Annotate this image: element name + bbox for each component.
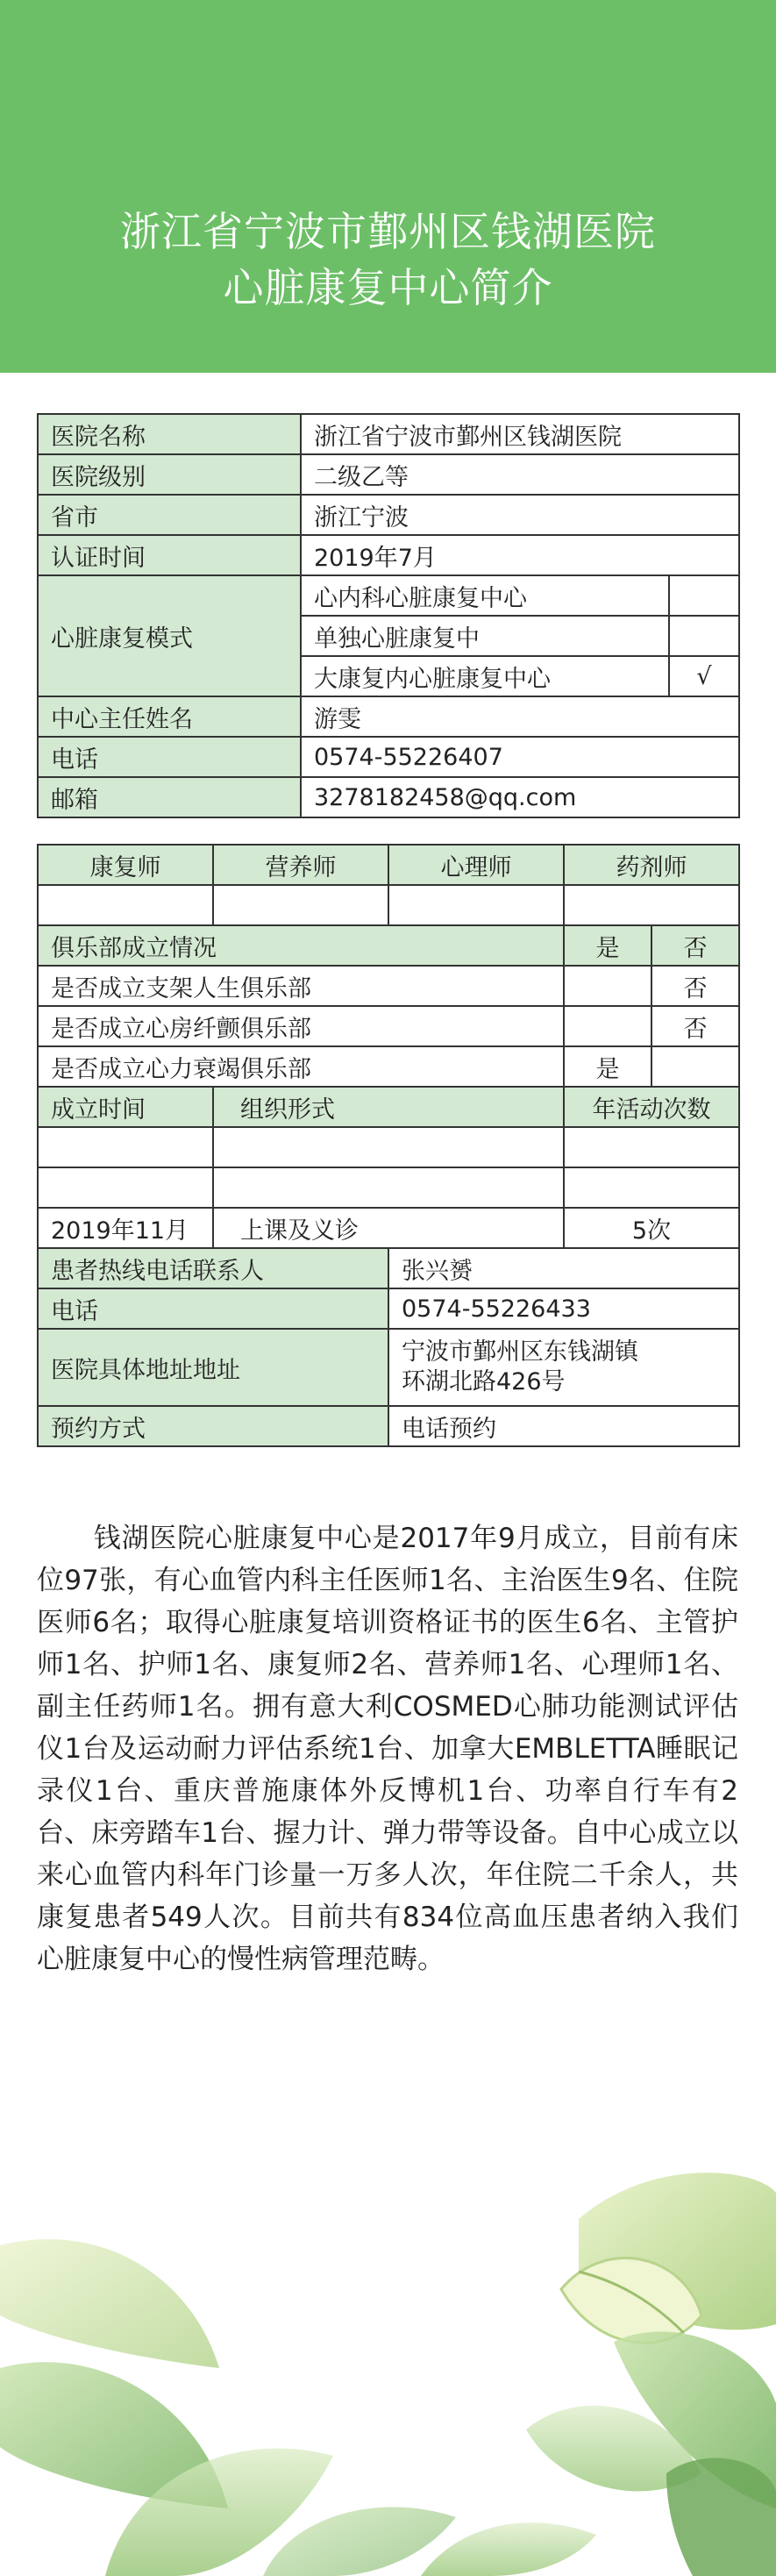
email-value: 3278182458@qq.com [301,777,739,817]
page-title [0,203,776,316]
activity-header-count: 年活动次数 [564,1087,739,1127]
address-line-2: 环湖北路426号 [402,1368,566,1395]
info-table [37,413,740,818]
city-value: 浙江宁波 [301,495,739,535]
table-row [38,737,739,777]
director-label: 中心主任姓名 [38,696,301,737]
cert-value: 2019年7月 [301,535,739,575]
intro-text: 钱湖医院心脏康复中心是2017年9月成立，目前有床位97张，有心血管内科主任医师1名、主治医生9名、住院医师6名；取得心脏康复培训资格证书的医生6名、主管护师1名、护师1名、康复师2名、营养师1名、心理师1名、副主任药师1名。拥有意大利COSMED心肺功能测试评估仪1台及运动耐力评估系统1台、加拿大EMBLETTA睡眠记录仪1台、重庆普施康体外反博机1台、功率自行车有2台、床旁踏车1台、握力计、弹力带等设备。自中心成立以来心血管内科年门诊量一万多人次，年住院二千余人，共康复患者549人次。目前共有834位高血压患者纳入我们心脏康复中心的慢性病管理范畴。 [37,1523,738,1975]
check-mark-icon: √ [669,656,739,696]
phone-label: 电话 [38,737,301,777]
mode-name-1: 心内科心脏康复中心 [301,575,669,616]
club-row [38,1046,739,1087]
mode-check-2 [669,616,739,656]
activity-empty-row [38,1167,739,1208]
address-value [388,1329,739,1406]
club-header-row [38,925,739,966]
club-row [38,1006,739,1046]
activity-row [38,1208,739,1248]
club-row-yes [564,1006,651,1046]
table-row [38,696,739,737]
staff-row [38,885,739,925]
club-row-label: 是否成立心房纤颤俱乐部 [38,1006,564,1046]
activity-cell [213,1167,564,1208]
staff-header-rehab: 康复师 [38,845,213,885]
hotline-value: 张兴赟 [388,1248,739,1288]
activity-cell [564,1167,739,1208]
club-row-label: 是否成立心力衰竭俱乐部 [38,1046,564,1087]
club-row-no: 否 [651,966,739,1006]
activity-cell [213,1127,564,1167]
booking-value: 电话预约 [388,1406,739,1446]
table-row [38,1406,739,1446]
address-label: 医院具体地址地址 [38,1329,388,1406]
title-line-2: 心脏康复中心简介 [223,264,553,311]
activity-header-form: 组织形式 [213,1087,564,1127]
activity-header-row [38,1087,739,1127]
table-row [38,575,739,616]
club-row-no [651,1046,739,1087]
table-row [38,535,739,575]
club-row-yes [564,966,651,1006]
club-row-label: 是否成立支架人生俱乐部 [38,966,564,1006]
mode-label: 心脏康复模式 [38,575,301,696]
club-table [37,844,740,1447]
activity-time: 2019年11月 [38,1208,213,1248]
contact-phone-value: 0574-55226433 [388,1288,739,1329]
club-no-header: 否 [651,925,739,966]
club-yes-header: 是 [564,925,651,966]
staff-cell [38,885,213,925]
staff-header-pharm: 药剂师 [564,845,739,885]
title-line-1: 浙江省宁波市鄞州区钱湖医院 [120,208,656,255]
mode-name-2: 单独心脏康复中 [301,616,669,656]
table-row [38,1248,739,1288]
level-value: 二级乙等 [301,454,739,495]
hospital-name-label: 医院名称 [38,414,301,454]
table-row [38,777,739,817]
staff-header-nutrition: 营养师 [213,845,388,885]
intro-paragraph [37,1517,738,1980]
staff-header-psych: 心理师 [388,845,564,885]
address-line-1: 宁波市鄞州区东钱湖镇 [402,1338,638,1366]
mode-name-3: 大康复内心脏康复中心 [301,656,669,696]
activity-header-time: 成立时间 [38,1087,213,1127]
leaf-decoration [0,2140,776,2576]
activity-cell [38,1127,213,1167]
booking-label: 预约方式 [38,1406,388,1446]
level-label: 医院级别 [38,454,301,495]
activity-empty-row [38,1127,739,1167]
city-label: 省市 [38,495,301,535]
table-row [38,1288,739,1329]
contact-phone-label: 电话 [38,1288,388,1329]
club-row [38,966,739,1006]
activity-form: 上课及义诊 [213,1208,564,1248]
hotline-label: 患者热线电话联系人 [38,1248,388,1288]
staff-cell [388,885,564,925]
activity-count: 5次 [564,1208,739,1248]
director-value: 游雯 [301,696,739,737]
table-row [38,495,739,535]
table-row [38,1329,739,1406]
hospital-name-value: 浙江省宁波市鄞州区钱湖医院 [301,414,739,454]
table-row [38,414,739,454]
activity-cell [564,1127,739,1167]
staff-cell [213,885,388,925]
club-header: 俱乐部成立情况 [38,925,564,966]
staff-cell [564,885,739,925]
mode-check-1 [669,575,739,616]
phone-value: 0574-55226407 [301,737,739,777]
activity-cell [38,1167,213,1208]
header-banner [0,0,776,373]
club-row-no: 否 [651,1006,739,1046]
staff-header-row [38,845,739,885]
email-label: 邮箱 [38,777,301,817]
club-row-yes: 是 [564,1046,651,1087]
cert-label: 认证时间 [38,535,301,575]
table-row [38,454,739,495]
